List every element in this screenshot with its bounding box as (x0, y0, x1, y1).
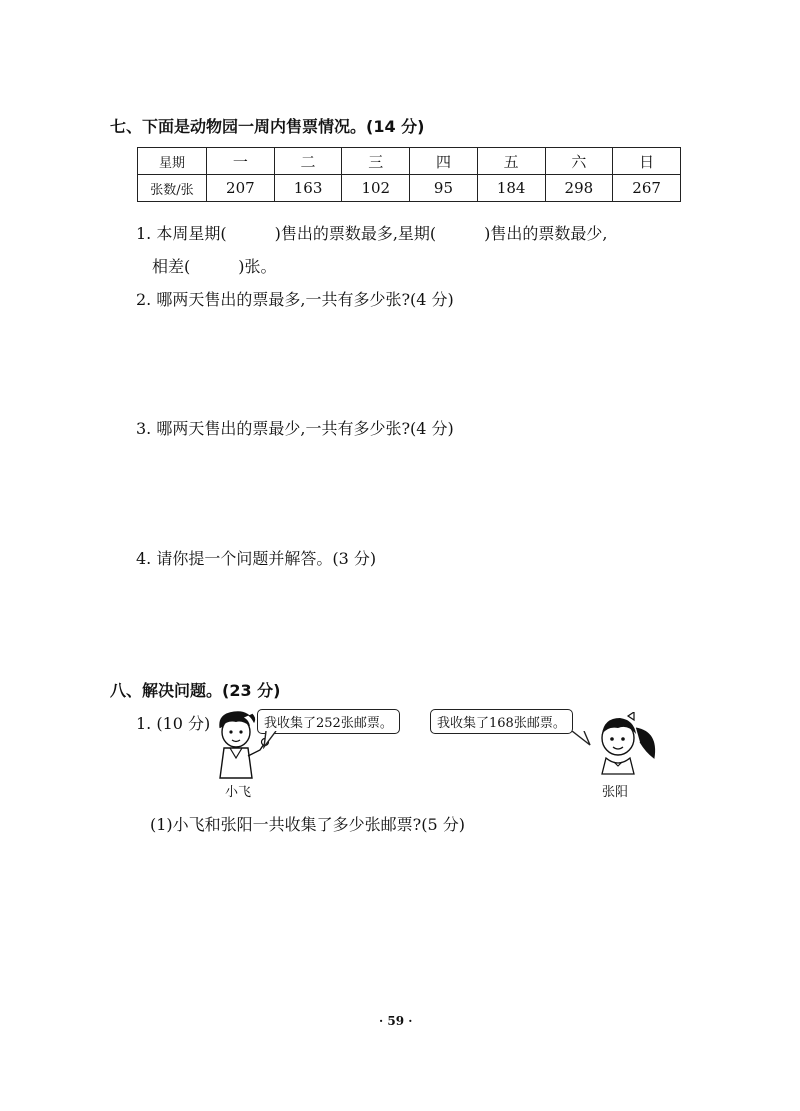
table-cell: 102 (342, 175, 410, 202)
section-8-title: 八、解决问题。(23 分) (110, 681, 281, 700)
table-cell: 184 (477, 175, 545, 202)
speech-bubble-zhangyang: 我收集了168张邮票。 (430, 709, 573, 734)
table-header-cell: 一 (207, 148, 275, 175)
table-header-row (138, 148, 681, 175)
table-header-cell: 六 (545, 148, 613, 175)
table-cell: 207 (207, 175, 275, 202)
section-7-title: 七、下面是动物园一周内售票情况。(14 分) (110, 117, 425, 136)
table-cell: 163 (274, 175, 342, 202)
table-header-cell: 星期 (138, 148, 207, 175)
table-header-cell: 四 (410, 148, 478, 175)
table-cell: 张数/张 (138, 175, 207, 202)
girl-illustration (588, 712, 664, 778)
table-header-cell: 五 (477, 148, 545, 175)
table-header-cell: 二 (274, 148, 342, 175)
speech-bubble-xiaofei: 我收集了252张邮票。 (257, 709, 400, 734)
name-label-xiaofei: 小飞 (225, 785, 252, 800)
table-cell: 298 (545, 175, 613, 202)
question-8-1-1: (1)小飞和张阳一共收集了多少张邮票?(5 分) (150, 815, 465, 834)
question-8-1-label: 1. (10 分) (136, 714, 211, 733)
table-cell: 95 (410, 175, 478, 202)
question-7-4: 4. 请你提一个问题并解答。(3 分) (136, 549, 377, 568)
name-label-zhangyang: 张阳 (602, 785, 629, 800)
table-row (138, 175, 681, 202)
question-7-1-line2: 相差( )张。 (152, 257, 277, 276)
question-7-2: 2. 哪两天售出的票最多,一共有多少张?(4 分) (136, 290, 454, 309)
question-7-1-line1: 1. 本周星期( )售出的票数最多,星期( )售出的票数最少, (136, 224, 608, 243)
ticket-sales-table (137, 147, 681, 202)
speech-bubble-tail-left (262, 731, 282, 749)
table-header-cell: 日 (613, 148, 681, 175)
table-cell: 267 (613, 175, 681, 202)
table-header-cell: 三 (342, 148, 410, 175)
page-number: · 59 · (379, 1014, 413, 1028)
question-7-3: 3. 哪两天售出的票最少,一共有多少张?(4 分) (136, 419, 454, 438)
